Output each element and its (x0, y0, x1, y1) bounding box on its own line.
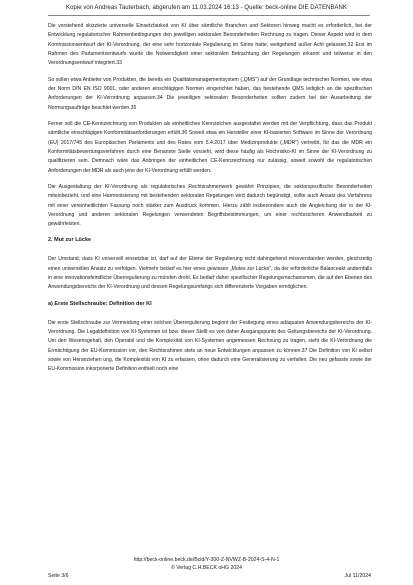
header-divider (48, 15, 370, 16)
page-number: Seite 3/6 (48, 573, 69, 579)
source-url-link[interactable]: http://beck-online.beck.de/Bcid/Y-300-Z-NVWZ-B-2024-S-4-N-1 (133, 557, 280, 563)
paragraph: Die Ausgestaltung der KI-Verordnung als regulatorisches Rechtsrahmenwerk gewährt Prinzipien, die sektorspezifische Besonderheiten miteinbezieht, und eine Harmonisierung mit bestehenden sektoralen Regelungen wird dadurch begünstigt, sollte auch Ansatz des Verfahrens mit einer vereinheitlichten Fassung noch stärker zum Ausdruck kommen. Hierzu zählt insbesondere auch die Angleichung der in der KI-Verordnung und anderen sektoralen Regelungen verwendeten Begriffsbestimmungen, um einer rechtssicheren Anwendbarkeit zu gewährleisten. (48, 183, 372, 228)
copyright-text: © Verlag C.H.BECK oHG 2024 (170, 565, 242, 572)
section-heading: a) Erste Stellschraube: Definition der KI (48, 300, 152, 307)
paragraph: Ferner soll die CE-Kennzeichnung von Produkten als einheitliches Kennzeichen ausgestaltet werden mit der Verpflichtung, dass das Produkt sämtliche einschlägigen Konformitätsanforderungen erfüllt.36 Soweit etwa ein Hersteller einer KI-basierten Software im Sinne der Verordnung (EU) 2017/745 des Europäischen Parlaments und des Rates vom 5.4.2017 über Medizinprodukte („MDR") vertreibt, für das die MDR ein Konformitätsbewertungsverfahren durch eine Benannte Stelle vorsieht, wird diese häufig als Hochrisiko-KI im Sinne der KI-Verordnung zu qualifizieren sein. Demnach wäre das Anbringen der einheitlichen CE-Kennzeichnung nur zulässig, soweit sowohl die regulatorischen Anforderungen der MDR als auch jene der KI-Verordnung erfüllt werden. (48, 120, 372, 174)
section-heading: 2. Mut zur Lücke (48, 237, 92, 244)
source-header: Kopie von Andreas Tauterbach, abgerufen am 11.03.2024 16:13 - Quelle: beck-online DIE DATENBANK (66, 5, 347, 11)
paragraph: So sollen etwa Anbieter von Produkten, die bereits ein Qualitätsmanagementsystem („QMS") auf der Grundlage technischer Normen, wie etwa der Norm DIN EN ISO 9001, oder anderen einschlägigen Normen eingerichtet haben, das bestehende QMS lediglich an die spezifischen Anforderungen der KI-Verordnung anpassen.34 Die jeweiligen sektoralen Besonderheiten sollten zudem bei der Ausarbeitung der Normungsaufträge beachtet werden.35 (48, 76, 372, 111)
footer-date: Jul 11/2024 (344, 573, 371, 579)
paragraph: Die erste Stellschraube zur Vermeidung einer solchen Überregulierung beginnt der Festlegung eines adäquaten Anwendungsbereichs der KI-Verordnung. Die Legaldefinition von KI-Systemen ist bzw. dieser Stellt es von daher Ausgangspunkt des Geltungsbereichs der KI-Verordnung. Um den Wesensgehalt, den Operabil und die Komplexität von KI-Systemen angemessen Rechnung zu tragen, sieht die KI-Verordnung die Ermächtigung der EU-Kommission vor, den Rechtsrahmen stets an neue Entwicklungen anpassen zu können.37 Die Definition von KI selbst sowie von Heranziehen ung, die Komplexität von KI zu erfassen, ohne dadurch eine Generalisierung zu verfallen. Die neu gefasste sowie der EU-Kommission inkorporierte Definition enthielt noch eine (48, 319, 372, 373)
paragraph: Die vorstehend skizzierte universelle Einsetzbarkeit von KI über sämtliche Branchen und Sektoren hinweg macht es erforderlich, bei der Entwicklung regulatorischer Rahmenbedingungen den jeweiligen sektoralen Besonderheiten Rechnung zu tragen. Dieser Aspekt wird in dem Kommissionsentwurf der KI-Verordnung, der eine sehr horizontale Regulierung im Sinne hatte, weitgehend außer Acht gelassen.32 Erst im Rahmen des Parlamentsentwurfs wurde die Notwendigkeit einer sektoralen Betrachtung der Regelungen erkannt und teilweise in den Verordnungsentwurf integriert.33 (48, 23, 372, 67)
article-body (48, 22, 372, 382)
page-footer (0, 556, 413, 572)
paragraph: Der Umstand, dass KI universell einsetzbar ist, darf auf der Ebene der Regulierung nicht dahingehend missverstanden werden, gleichzeitig einen universellen Ansatz zu verfolgen. Vielmehr bedarf es hier eines gewissen „Mutes zur Lücke", da der erforderliche Balanceakt andernfalls in eine innovationsfeindliche Überregulierung zu münden droht. Es bedarf daher spezifischer Regelungsmechanismen, die auf den Ebenen des Anwendungsbereichs der KI-Verordnung und dessen Regelungsumfangs sich differenzierte Vorgaben ermöglichen. (48, 256, 372, 291)
